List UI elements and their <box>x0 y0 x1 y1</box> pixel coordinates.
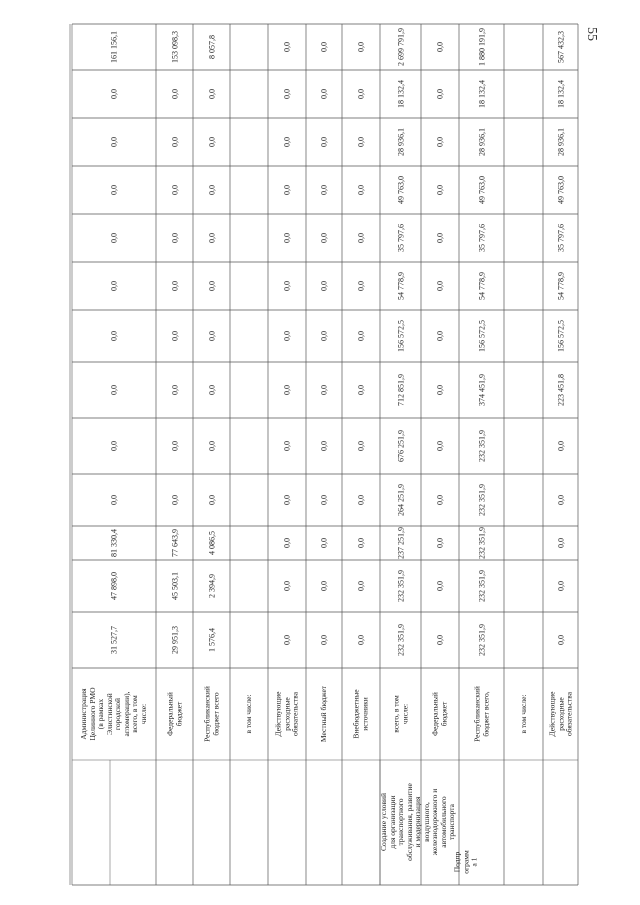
table-cell: 0,0 <box>282 635 292 645</box>
table-cell: 0,0 <box>435 385 445 395</box>
table-cell: 49 763,0 <box>556 176 565 204</box>
table-cell: 0,0 <box>556 635 565 645</box>
table-cell: 0,0 <box>356 538 366 548</box>
table-cell: 264 251,9 <box>396 484 405 516</box>
table-cell: 0,0 <box>109 137 119 147</box>
row-label <box>432 692 449 736</box>
table-cell: 18 132,4 <box>477 80 486 108</box>
table-cell: 28 936,1 <box>396 128 405 156</box>
row-label-line: городской <box>113 697 122 731</box>
table-cell: 8 057,8 <box>207 35 216 59</box>
table-cell: 28 936,1 <box>477 128 486 156</box>
table-cell: 0,0 <box>319 385 329 395</box>
table-cell: 0,0 <box>435 137 445 147</box>
table-cell: 374 451,9 <box>477 374 486 406</box>
row-label-line: Республиканский <box>202 686 211 742</box>
table-cell: 0,0 <box>319 137 329 147</box>
table-cell: 0,0 <box>319 635 329 645</box>
table-cell: 0,0 <box>109 441 119 451</box>
table-cell: 712 851,9 <box>396 374 405 406</box>
table-cell: 0,0 <box>170 89 179 99</box>
page-number: 55 <box>584 27 599 41</box>
table-cell: 0,0 <box>282 331 292 341</box>
table-cell: 0,0 <box>170 233 179 243</box>
table-cell: 0,0 <box>207 495 216 505</box>
section-label-line: а 1 <box>469 857 479 867</box>
table-cell: 0,0 <box>435 441 445 451</box>
row-label-line: обязательства <box>563 691 573 737</box>
table-cell: 0,0 <box>356 281 366 291</box>
row-label-line: источники <box>360 697 369 731</box>
row-label <box>320 686 329 742</box>
section-label-line: автомобильного <box>438 796 448 848</box>
table-cell: 0,0 <box>319 281 329 291</box>
row-label-line: числе: <box>138 703 148 725</box>
table-cell: 0,0 <box>319 538 329 548</box>
table-cell: 676 251,9 <box>396 430 405 462</box>
table-cell: 0,0 <box>207 137 216 147</box>
row-label <box>203 686 220 742</box>
table-cell: 232 351,9 <box>396 570 405 602</box>
table-cell: 156 572,5 <box>396 320 405 352</box>
table-cell: 54 778,9 <box>396 272 405 300</box>
table-cell: 0,0 <box>435 495 445 505</box>
row-label <box>245 694 254 733</box>
table-cell: 0,0 <box>435 233 445 243</box>
table-cell: 0,0 <box>319 581 329 591</box>
row-label-line: всего, в том <box>130 695 139 733</box>
table-cell: 0,0 <box>282 185 292 195</box>
table-cell: 35 797,6 <box>556 224 565 252</box>
row-label-line: Действующие <box>273 691 283 737</box>
table-cell: 232 351,9 <box>477 484 486 516</box>
table-cell: 0,0 <box>356 42 366 52</box>
row-label-line: расходные <box>281 697 291 731</box>
table-cell: 0,0 <box>556 538 565 548</box>
section-label-line: и модернизация <box>412 796 422 848</box>
table-cell: 49 763,0 <box>477 176 486 204</box>
table-cell: 0,0 <box>207 185 216 195</box>
table-cell: 0,0 <box>282 495 292 505</box>
table-cell: 0,0 <box>435 281 445 291</box>
table-cell: 54 778,9 <box>556 272 565 300</box>
table-cell: 567 432,3 <box>556 31 565 63</box>
row-label-line: Внебюджетные <box>351 689 361 739</box>
row-label-line: Федеральный <box>165 692 174 736</box>
table-cell: 81 330,4 <box>109 529 119 557</box>
table-cell: 0,0 <box>207 233 216 243</box>
table-cell: 35 797,6 <box>477 224 486 252</box>
table-cell: 0,0 <box>356 185 366 195</box>
row-label-line: Республиканский <box>472 686 481 742</box>
row-label-line: Федеральный <box>430 692 440 736</box>
table-cell: 0,0 <box>170 441 179 451</box>
table-cell: 0,0 <box>170 185 179 195</box>
table-cell: 0,0 <box>170 495 179 505</box>
table-cell: 28 936,1 <box>556 128 565 156</box>
row-label-line: Местный бюджет <box>318 685 328 743</box>
table-cell: 0,0 <box>435 42 445 52</box>
table-cell: 0,0 <box>170 281 179 291</box>
table-cell: 0,0 <box>282 233 292 243</box>
table-cell: 29 951,3 <box>170 626 179 654</box>
table-cell: 18 132,4 <box>556 80 565 108</box>
table-cell: 0,0 <box>207 281 216 291</box>
row-label-line: Целинного РМО <box>87 687 97 741</box>
table-cell: 2 394,9 <box>207 574 216 598</box>
row-label <box>473 686 490 742</box>
table-cell: 0,0 <box>319 233 329 243</box>
table-cell: 0,0 <box>356 495 366 505</box>
row-label-line: бюджет <box>439 701 448 727</box>
row-label-line: бюджет всего, <box>480 691 490 737</box>
section-label-line: железнодорожного и <box>429 788 439 856</box>
table-cell: 0,0 <box>282 538 292 548</box>
section-label-line: транспортного <box>395 798 405 846</box>
table-cell: 0,0 <box>282 89 292 99</box>
row-label-line: бюджет всего <box>210 692 220 736</box>
row-label-line: агломерации), <box>121 691 131 737</box>
table-cell: 0,0 <box>170 137 179 147</box>
table-cell: 31 527,7 <box>109 626 119 654</box>
table-cell: 0,0 <box>282 441 292 451</box>
table-cell: 0,0 <box>207 441 216 451</box>
table-cell: 232 351,9 <box>477 527 486 559</box>
table-cell: 0,0 <box>435 635 445 645</box>
row-label <box>548 692 574 737</box>
row-label <box>353 689 370 738</box>
table-cell: 0,0 <box>282 137 292 147</box>
table-cell: 0,0 <box>207 331 216 341</box>
table-cell: 0,0 <box>109 495 119 505</box>
row-label <box>519 694 528 733</box>
table-cell: 156 572,5 <box>477 320 486 352</box>
table-cell: 54 778,9 <box>477 272 486 300</box>
table-cell: 0,0 <box>556 581 565 591</box>
table-cell: 45 503,1 <box>170 572 179 600</box>
table-cell: 0,0 <box>435 331 445 341</box>
table-cell: 49 763,0 <box>396 176 405 204</box>
table-cell: 0,0 <box>319 331 329 341</box>
section-label-line: Создание условий <box>378 792 388 852</box>
row-label-line: всего, в том <box>391 695 400 733</box>
section-label-line: ограмм <box>460 850 470 874</box>
table-cell: 232 351,9 <box>477 570 486 602</box>
table-cell: 232 351,9 <box>396 624 405 656</box>
table-cell: 0,0 <box>319 495 329 505</box>
table-cell: 0,0 <box>356 441 366 451</box>
row-label-line: Действующие <box>546 691 556 737</box>
table-cell: 1 880 191,9 <box>477 28 486 66</box>
table-cell: 0,0 <box>435 185 445 195</box>
table-cell: 0,0 <box>282 385 292 395</box>
table-cell: 0,0 <box>109 281 119 291</box>
table-cell: 35 797,6 <box>396 224 405 252</box>
table-cell: 0,0 <box>109 233 119 243</box>
table-cell: 0,0 <box>109 331 119 341</box>
table-cell: 47 898,0 <box>109 572 119 600</box>
table-cell: 0,0 <box>282 581 292 591</box>
table-cell: 0,0 <box>319 89 329 99</box>
section-label <box>380 783 457 861</box>
section-label-line: обслуживания, развитие <box>404 783 414 861</box>
table-cell: 0,0 <box>109 89 119 99</box>
table-cell: 0,0 <box>556 495 565 505</box>
row-label <box>166 692 183 736</box>
table-cell: 0,0 <box>356 635 366 645</box>
table-cell: 4 086,5 <box>207 531 216 555</box>
table-cell: 0,0 <box>356 89 366 99</box>
table-cell: 0,0 <box>356 385 366 395</box>
table-cell: 0,0 <box>319 441 329 451</box>
table-cell: 77 643,9 <box>170 529 179 557</box>
section-label-line: для организации <box>387 795 397 849</box>
table-cell: 0,0 <box>356 331 366 341</box>
table-cell: 161 156,1 <box>109 31 119 63</box>
row-label-line: в том числе: <box>518 694 528 734</box>
table-cell: 0,0 <box>319 185 329 195</box>
section-label-line: воздушного, <box>421 802 431 842</box>
table-cell: 2 699 791,9 <box>396 28 405 66</box>
table-cell: 0,0 <box>170 385 179 395</box>
table-cell: 0,0 <box>556 441 565 451</box>
row-label-line: Элистинской <box>104 693 114 735</box>
row-label <box>392 695 409 733</box>
row-label-line: (в рамках <box>96 698 105 730</box>
table-cell: 0,0 <box>282 281 292 291</box>
row-label-line: обязательства <box>290 691 300 737</box>
table-cell: 0,0 <box>356 137 366 147</box>
table-cell: 0,0 <box>435 89 445 99</box>
row-label-line: расходные <box>555 697 565 731</box>
table-cell: 0,0 <box>435 581 445 591</box>
row-label <box>80 687 148 740</box>
table-cell: 0,0 <box>356 581 366 591</box>
table-cell: 0,0 <box>109 185 119 195</box>
table-cell: 0,0 <box>207 385 216 395</box>
table-cell: 0,0 <box>170 331 179 341</box>
table-cell: 0,0 <box>207 89 216 99</box>
row-label <box>274 692 300 737</box>
table-cell: 153 098,3 <box>170 31 179 63</box>
table-cell: 232 351,9 <box>477 430 486 462</box>
section-label-line: Подпр <box>452 851 462 873</box>
row-label-line: в том числе: <box>243 694 253 734</box>
table-cell: 0,0 <box>356 233 366 243</box>
table-cell: 223 451,8 <box>556 374 565 406</box>
table-cell: 232 351,9 <box>477 624 486 656</box>
table-cell: 237 251,9 <box>396 527 405 559</box>
table-cell: 0,0 <box>435 538 445 548</box>
row-label-line: бюджет <box>173 701 183 727</box>
section-label <box>453 850 479 873</box>
table-cell: 0,0 <box>282 42 292 52</box>
table-cell: 1 576,4 <box>207 628 216 652</box>
section-label-line: транспорта <box>446 804 456 840</box>
table-cell: 156 572,5 <box>556 320 565 352</box>
table-cell: 18 132,4 <box>396 80 405 108</box>
row-label-line: Администрация <box>79 688 88 740</box>
table-cell: 0,0 <box>109 385 119 395</box>
row-label-line: числе: <box>399 703 409 725</box>
table-cell: 0,0 <box>319 42 329 52</box>
